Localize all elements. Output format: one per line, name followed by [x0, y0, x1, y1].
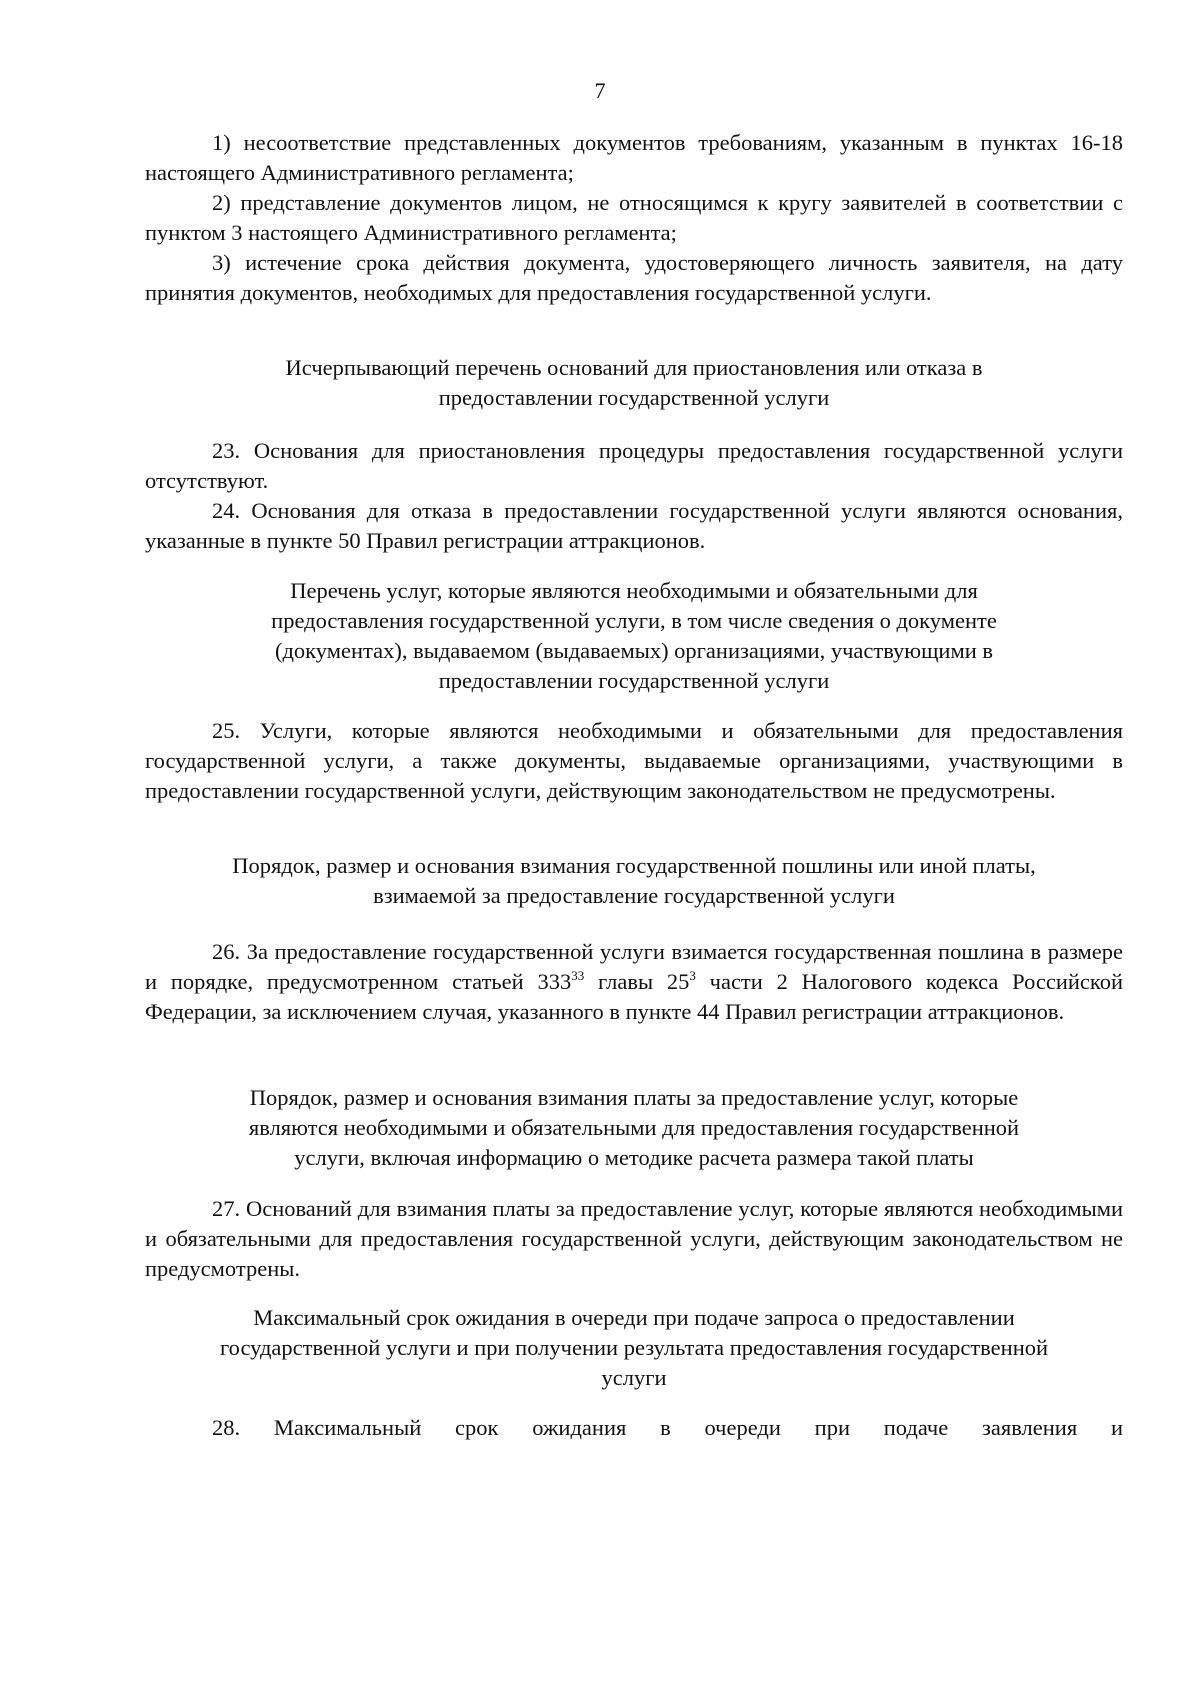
paragraph-26-text: главы 25: [584, 969, 690, 994]
heading-line: Порядок, размер и основания взимания государственной пошлины или иной платы,: [232, 853, 1036, 878]
paragraph-23: 23. Основания для приостановления процедуры предоставления государственной услуги отсутствуют.: [145, 438, 1123, 493]
heading-line: предоставлении государственной услуги: [438, 668, 830, 693]
list-item: 1) несоответствие представленных документов требованиям, указанным в пунктах 16-18 настоящего Административного регламента;: [145, 130, 1123, 185]
heading-line: услуги, включая информацию о методике расчета размера такой платы: [294, 1145, 974, 1170]
refusal-grounds-list: [145, 128, 1123, 308]
list-item: 2) представление документов лицом, не относящимся к кругу заявителей в соответствии с пунктом 3 настоящего Административного регламента;: [145, 190, 1123, 245]
paragraph-28-block: [145, 1413, 1123, 1443]
heading-line: являются необходимыми и обязательными для предоставления государственной: [248, 1115, 1020, 1140]
paragraph-26: [145, 937, 1123, 1027]
list-item: 3) истечение срока действия документа, удостоверяющего личность заявителя, на дату принятия документов, необходимых для предоставления государственной услуги.: [145, 250, 1123, 305]
heading-line: Перечень услуг, которые являются необходимыми и обязательными для: [290, 578, 978, 603]
heading-line: Порядок, размер и основания взимания платы за предоставление услуг, которые: [249, 1085, 1019, 1110]
paragraph-26-text: 26. За предоставление государственной услуги взимается государственная пошлина в размере и порядке, предусмотренном статьей 333: [145, 939, 1123, 994]
superscript: 3: [689, 968, 696, 983]
heading-line: услуги: [601, 1365, 667, 1390]
heading-line: Исчерпывающий перечень оснований для приостановления или отказа в: [285, 355, 983, 380]
section-heading-state-duty: [145, 851, 1123, 911]
paragraphs-23-24: [145, 436, 1123, 556]
paragraph-27-block: [145, 1194, 1123, 1284]
heading-line: Максимальный срок ожидания в очереди при подаче запроса о предоставлении: [253, 1305, 1015, 1330]
heading-line: государственной услуги и при получении результата предоставления государственной: [219, 1335, 1049, 1360]
paragraph-26-block: [145, 937, 1123, 1027]
section-heading-queue-time: [145, 1303, 1123, 1393]
superscript: 33: [571, 968, 585, 983]
heading-line: предоставления государственной услуги, в том числе сведения о документе: [271, 608, 997, 633]
heading-line: взимаемой за предоставление государственной услуги: [373, 883, 895, 908]
paragraph-26-text: части 2 Налогового кодекса Российской Федерации, за исключением случая, указанного в пункте 44 Правил регистрации аттракционов.: [145, 969, 1124, 1024]
section-heading-required-services: [145, 576, 1123, 696]
section-heading-fee-for-services: [145, 1083, 1123, 1173]
paragraph-27: 27. Оснований для взимания платы за предоставление услуг, которые являются необходимыми и обязательными для предоставления государственной услуги, действующим законодательством не предусмотрены.: [145, 1196, 1123, 1281]
section-heading-suspension-refusal: [145, 353, 1123, 413]
paragraph-28: 28. Максимальный срок ожидания в очереди при подаче заявления и: [212, 1415, 1123, 1440]
heading-line: (документах), выдаваемом (выдаваемых) организациями, участвующими в: [274, 638, 993, 663]
heading-line: предоставлении государственной услуги: [438, 385, 830, 410]
page-number: 7: [594, 78, 606, 103]
paragraph-24: 24. Основания для отказа в предоставлении государственной услуги являются основания, указанные в пункте 50 Правил регистрации аттракционов.: [145, 498, 1123, 553]
paragraph-25-block: [145, 716, 1123, 806]
paragraph-25: 25. Услуги, которые являются необходимыми и обязательными для предоставления государственной услуги, а также документы, выдаваемые организациями, участвующими в предоставлении государственной услуги, действующим законодательством не предусмотрены.: [145, 718, 1123, 803]
